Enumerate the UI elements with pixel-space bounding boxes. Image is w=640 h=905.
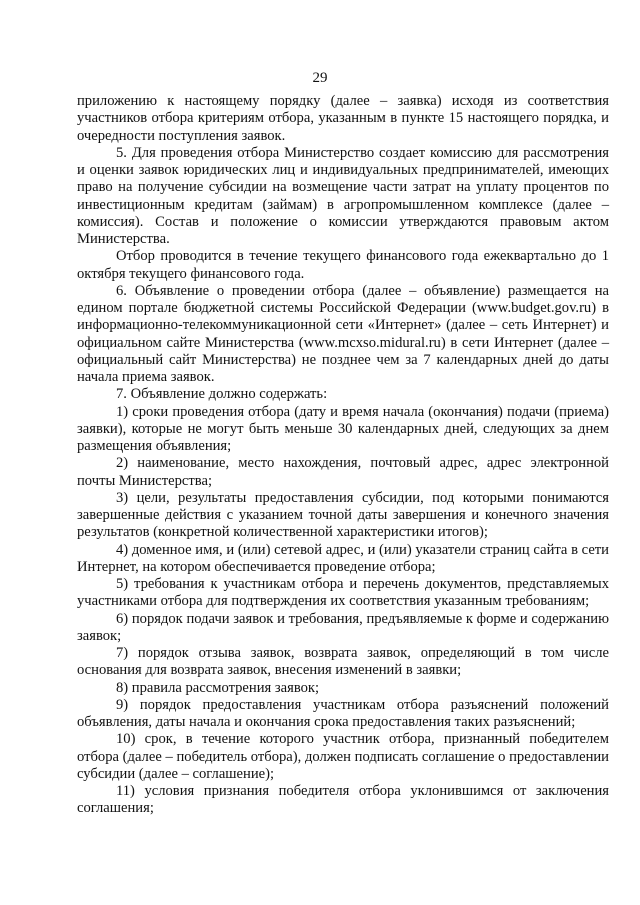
list-item: 1) сроки проведения отбора (дату и время начала (окончания) подачи (приема) заявки), которые не могут быть меньше 30 календарных дней, следующих за днем размещения объявления; <box>77 403 609 454</box>
page-number: 29 <box>312 70 328 86</box>
paragraph: 6. Объявление о проведении отбора (далее – объявление) размещается на едином портале бюджетной системы Российской Федерации (www.budget.gov.ru) в информационно-телекоммуникационной сети «Интернет» (далее – сеть Интернет) и официальном сайте Министерства (www.mcxso.midural.ru) в сети Интернет (далее – официальный сайт Министерства) не позднее чем за 7 календарных дней до даты начала приема заявок. <box>77 282 609 385</box>
list-item: 8) правила рассмотрения заявок; <box>116 679 320 696</box>
list-item: 7) порядок отзыва заявок, возврата заявок, определяющий в том числе основания для возврата заявок, внесения изменений в заявки; <box>77 645 609 679</box>
list-item: 6) порядок подачи заявок и требования, предъявляемые к форме и содержанию заявок; <box>77 610 609 644</box>
document-body <box>77 93 609 818</box>
list-item: 5) требования к участникам отбора и перечень документов, представляемых участниками отбора для подтверждения их соответствия указанным требованиям; <box>77 576 609 610</box>
list-item: 11) условия признания победителя отбора уклонившимся от заключения соглашения; <box>77 783 609 817</box>
list-item: 10) срок, в течение которого участник отбора, признанный победителем отбора (далее – победитель отбора), должен подписать соглашение о предоставлении субсидии (далее – соглашение); <box>77 731 609 782</box>
list-item: 2) наименование, место нахождения, почтовый адрес, адрес электронной почты Министерства; <box>77 455 609 489</box>
paragraph: 7. Объявление должно содержать: <box>116 386 328 403</box>
list-item: 9) порядок предоставления участникам отбора разъяснений положений объявления, даты начала и окончания срока предоставления таких разъяснений; <box>77 696 609 730</box>
list-item: 3) цели, результаты предоставления субсидии, под которыми понимаются завершенные действия с указанием точной даты завершения и конечного значения результатов (конкретной количественной характеристики итогов); <box>77 489 609 541</box>
paragraph: Отбор проводится в течение текущего финансового года ежеквартально до 1 октября текущего финансового года. <box>77 248 609 282</box>
paragraph: 5. Для проведения отбора Министерство создает комиссию для рассмотрения и оценки заявок юридических лиц и индивидуальных предпринимателей, имеющих право на получение субсидии на возмещение части затрат на уплату процентов по инвестиционным кредитам (займам) в агропромышленном комплексе (далее – комиссия). Состав и положение о комиссии утверждаются правовым актом Министерства. <box>77 144 609 247</box>
list-item: 4) доменное имя, и (или) сетевой адрес, и (или) указатели страниц сайта в сети Интернет, на котором обеспечивается проведение отбора; <box>77 541 609 575</box>
paragraph: приложению к настоящему порядку (далее – заявка) исходя из соответствия участников отбора критериям отбора, указанным в пункте 15 настоящего порядка, и очередности поступления заявок. <box>77 93 609 144</box>
